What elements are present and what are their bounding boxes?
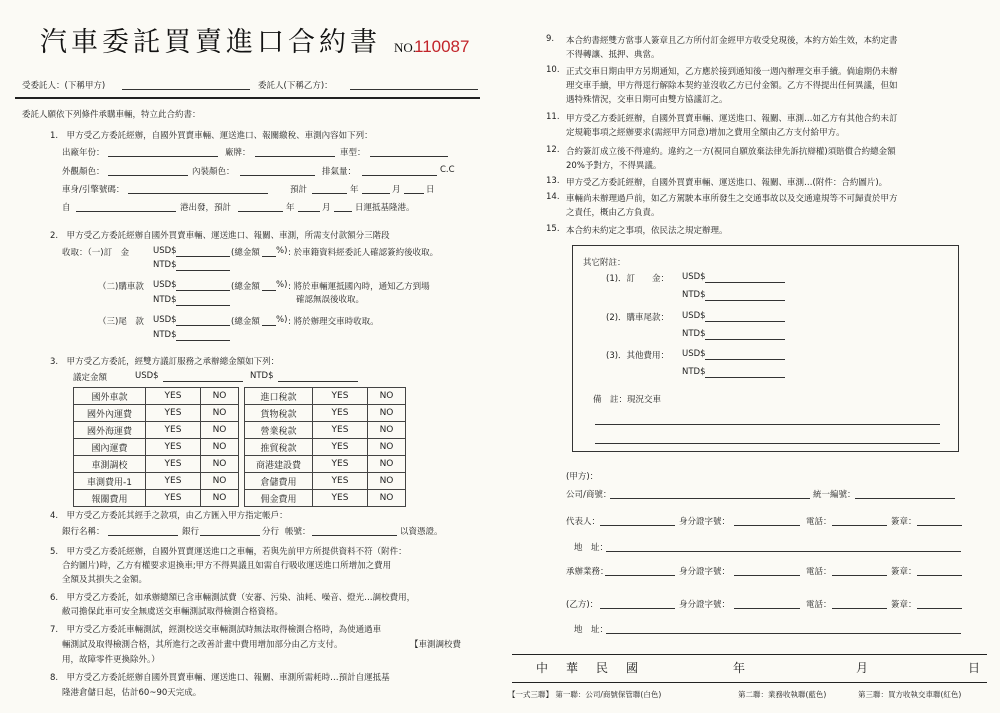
clause-number: 12. bbox=[546, 145, 560, 155]
fee-no-option[interactable]: NO bbox=[368, 388, 406, 405]
company-blank[interactable] bbox=[610, 498, 810, 499]
clause-line: 本合約未約定之事項，依民法之規定辦理。 bbox=[566, 226, 728, 236]
clause-1-text: 1. 甲方受乙方委託經辦，自國外買賣車輛、運送進口、報關繳稅、車測內容如下列： bbox=[50, 131, 373, 141]
purchase-note-1: : 將於車輛運抵國內時，通知乙方到場 bbox=[288, 282, 430, 292]
fee-name: 國外車款 bbox=[74, 388, 146, 405]
fee-name: 國內運費 bbox=[74, 439, 146, 456]
handler-id-label: 身分證字號： bbox=[679, 567, 731, 577]
party-a-sign-label: (甲方)： bbox=[566, 472, 599, 482]
address-a-blank[interactable] bbox=[606, 551, 961, 552]
purchase-usd-label: USD$ bbox=[153, 280, 177, 290]
fee-no-option[interactable]: NO bbox=[201, 456, 239, 473]
rep-sign-label: 簽章： bbox=[891, 517, 917, 527]
field-year-label: 出廠年份： bbox=[62, 148, 105, 158]
purchase-pct-blank[interactable] bbox=[262, 290, 276, 291]
field-est-day: 日 bbox=[426, 185, 435, 195]
party-a-blank[interactable] bbox=[122, 89, 250, 90]
clause-line: 不得轉讓、抵押、典當。 bbox=[566, 50, 660, 60]
fee-name: 國外內運費 bbox=[74, 405, 146, 422]
deposit-pct-label: %) bbox=[276, 246, 288, 256]
fee-no-option[interactable]: NO bbox=[201, 473, 239, 490]
clause-line: 20%予對方，不得異議。 bbox=[566, 161, 662, 171]
fee-no-option[interactable]: NO bbox=[368, 422, 406, 439]
field-est-day-blank[interactable] bbox=[404, 193, 424, 194]
notes-remark: 備 註：現況交車 bbox=[593, 395, 662, 405]
clause-6-line1: 6. 甲方受乙方委託，如承辦總額已含車輛測試費（安審、污染、油耗、噪音、燈光…調校費用， bbox=[50, 593, 416, 603]
serial-number: 110087 bbox=[414, 37, 470, 56]
notes-deposit-usd-blank[interactable] bbox=[705, 282, 785, 283]
document-title: 汽車委託買賣進口合約書 bbox=[40, 27, 381, 58]
clause-3-text: 3. 甲方受乙方委託，經雙方議訂服務之承辦總金額如下列： bbox=[50, 357, 280, 367]
clause-7-line2b: 【車測調校費 bbox=[410, 640, 462, 650]
fee-no-option[interactable]: NO bbox=[201, 405, 239, 422]
clause-5-line1: 5. 甲方受乙方委託經辦，自國外買賣運送進口之車輛，若與先前甲方所提供資料不符（附件： bbox=[50, 547, 407, 557]
field-arrive-day: 日運抵基隆港。 bbox=[355, 203, 415, 213]
address-b-label: 地 址： bbox=[574, 625, 609, 635]
field-int-blank[interactable] bbox=[240, 175, 315, 176]
clause-8-line2: 隆港倉儲日起，估計60~90天完成。 bbox=[62, 688, 202, 698]
field-est-label: 預計 bbox=[290, 185, 308, 195]
header-divider bbox=[15, 97, 480, 99]
final-ntd-label: NTD$ bbox=[153, 330, 177, 340]
fee-row bbox=[74, 439, 406, 456]
final-usd-blank[interactable] bbox=[176, 325, 230, 326]
field-brand-blank[interactable] bbox=[255, 156, 335, 157]
final-ntd-blank[interactable] bbox=[176, 340, 230, 341]
field-brand-label: 廠牌： bbox=[225, 148, 251, 158]
fee-name: 車測調校 bbox=[74, 456, 146, 473]
party-b-phone-blank[interactable] bbox=[832, 608, 887, 609]
fee-no-option[interactable]: NO bbox=[201, 422, 239, 439]
deposit-note: : 於車籍資料經委託人確認簽約後收取。 bbox=[288, 248, 439, 258]
field-arrive-month: 月 bbox=[322, 203, 331, 213]
notes-balance-label: (2)．購車尾款： bbox=[606, 313, 670, 323]
copies-note-c: 第三聯：買方收執交車聯(紅色) bbox=[858, 690, 962, 699]
fee-yes-option[interactable]: YES bbox=[146, 456, 201, 473]
field-cc-unit: C.C bbox=[440, 165, 455, 175]
final-pct-blank[interactable] bbox=[262, 325, 276, 326]
fee-no-option[interactable]: NO bbox=[201, 490, 239, 507]
fee-name: 報關費用 bbox=[74, 490, 146, 507]
purchase-pct-label: %) bbox=[276, 280, 288, 290]
field-arrive-year-blank[interactable] bbox=[238, 211, 283, 212]
date-year-label: 年 bbox=[733, 661, 746, 675]
fee-row bbox=[74, 490, 406, 507]
fee-name: 進口稅款 bbox=[245, 388, 313, 405]
rep-id-label: 身分證字號： bbox=[679, 517, 731, 527]
final-note: : 將於辦理交車時收取。 bbox=[288, 317, 379, 327]
deposit-total-label: (總金額 bbox=[231, 248, 260, 258]
fee-name: 佣金費用 bbox=[245, 490, 313, 507]
bank-name-label: 銀行名稱： bbox=[62, 527, 105, 537]
clause-2-deposit-label: 收取：（一)訂 金 bbox=[62, 248, 130, 258]
field-int-label: 內裝顏色： bbox=[192, 167, 235, 177]
party-a-label: 受委託人：(下稱甲方) bbox=[22, 81, 106, 91]
fee-no-option[interactable]: NO bbox=[368, 456, 406, 473]
party-b-phone-label: 電話： bbox=[806, 600, 832, 610]
fee-name: 營業稅款 bbox=[245, 422, 313, 439]
copies-note-b: 第二聯：業務收執聯(藍色) bbox=[738, 690, 827, 699]
notes-deposit-ntd-blank[interactable] bbox=[705, 300, 785, 301]
fee-yes-option[interactable]: YES bbox=[313, 422, 368, 439]
field-cc-blank[interactable] bbox=[362, 175, 437, 176]
field-ext-blank[interactable] bbox=[108, 175, 188, 176]
fee-row bbox=[74, 456, 406, 473]
fee-yes-option[interactable]: YES bbox=[146, 473, 201, 490]
final-label: （三)尾 款 bbox=[98, 317, 144, 327]
clause-line: 理交車手續，甲方得逕行解除本契約並沒收乙方已付金額。乙方不得提出任何異議，但如 bbox=[566, 81, 898, 91]
clause-line: 甲方受乙方委託經辦，自國外買賣車輛、運送進口、報關、車測…如乙方有其他合約未訂 bbox=[566, 114, 898, 124]
field-vin-label: 車身/引擎號碼： bbox=[62, 185, 125, 195]
agreed-amount-label: 議定金額 bbox=[73, 373, 108, 383]
fee-no-option[interactable]: NO bbox=[368, 490, 406, 507]
fee-yes-option[interactable]: YES bbox=[146, 388, 201, 405]
company-label: 公司/商號： bbox=[566, 490, 612, 500]
field-vin-blank[interactable] bbox=[128, 193, 268, 194]
field-arrive-day-blank[interactable] bbox=[334, 211, 352, 212]
purchase-label: （二)購車款 bbox=[98, 282, 144, 292]
notes-balance-ntd-blank[interactable] bbox=[705, 339, 785, 340]
handler-phone-blank[interactable] bbox=[832, 575, 887, 576]
fee-yes-option[interactable]: YES bbox=[313, 473, 368, 490]
field-model-label: 車型： bbox=[340, 148, 366, 158]
notes-other-ntd-blank[interactable] bbox=[705, 377, 785, 378]
handler-blank[interactable] bbox=[605, 575, 675, 576]
fee-row bbox=[74, 405, 406, 422]
handler-sign-blank[interactable] bbox=[917, 575, 962, 576]
fee-name: 推貿稅款 bbox=[245, 439, 313, 456]
clause-line: 正式交車日期由甲方另期通知，乙方應於接到通知後一週內辦理交車手續。倘逾期仍未辦 bbox=[566, 67, 898, 77]
party-b-sign-blank[interactable] bbox=[917, 608, 962, 609]
party-b-id-blank[interactable] bbox=[734, 608, 800, 609]
notes-title: 其它附註： bbox=[583, 258, 626, 268]
field-from-label: 自 bbox=[62, 203, 71, 213]
address-b-blank[interactable] bbox=[606, 633, 961, 634]
handler-label: 承辦業務： bbox=[566, 567, 609, 577]
notes-balance-ntd: NTD$ bbox=[682, 329, 706, 339]
fee-yes-option[interactable]: YES bbox=[313, 456, 368, 473]
footer-rule bbox=[512, 654, 987, 655]
field-arrive-year: 年 bbox=[286, 203, 295, 213]
clause-line: 定規範事項之經辦要求(需經甲方同意)增加之費用全額由乙方支付給甲方。 bbox=[566, 128, 845, 138]
rep-sign-blank[interactable] bbox=[917, 525, 962, 526]
clause-number: 9. bbox=[546, 34, 555, 44]
deposit-usd-blank[interactable] bbox=[176, 256, 230, 257]
clause-line: 遇特殊情況，交車日期可由雙方協議訂之。 bbox=[566, 95, 728, 105]
notes-other-ntd: NTD$ bbox=[682, 367, 706, 377]
branch-label: 分行 bbox=[262, 527, 280, 537]
field-year-blank[interactable] bbox=[108, 156, 218, 157]
notes-other-usd-blank[interactable] bbox=[705, 359, 785, 360]
handler-phone-label: 電話： bbox=[806, 567, 832, 577]
agreed-ntd-label: NTD$ bbox=[250, 371, 274, 381]
bank-suffix: 銀行 bbox=[182, 527, 200, 537]
final-pct-label: %) bbox=[276, 315, 288, 325]
fee-yes-option[interactable]: YES bbox=[146, 422, 201, 439]
clause-line: 車輛尚未辦理過戶前，如乙方駕駛本車所發生之交通事故以及交通違規等不可歸責於甲方 bbox=[566, 194, 898, 204]
clause-number: 14. bbox=[546, 192, 560, 202]
field-est-month: 月 bbox=[392, 185, 401, 195]
handler-sign-label: 簽章： bbox=[891, 567, 917, 577]
rep-blank[interactable] bbox=[600, 525, 675, 526]
rep-label: 代表人： bbox=[566, 517, 601, 527]
deposit-ntd-blank[interactable] bbox=[176, 270, 230, 271]
fee-name: 倉儲費用 bbox=[245, 473, 313, 490]
party-b-sign-label: (乙方)： bbox=[566, 600, 599, 610]
roc-label: 中 華 民 國 bbox=[536, 661, 642, 675]
clause-4-text: 4. 甲方受乙方委託其經手之款項，由乙方匯入甲方指定帳戶： bbox=[50, 511, 288, 521]
clause-5-line2: 合約圖片)時，乙方有權要求退換車;甲方不得異議且如需自行吸收運送進口所增加之費用 bbox=[62, 561, 392, 571]
fee-no-option[interactable]: NO bbox=[368, 473, 406, 490]
field-arrive-month-blank[interactable] bbox=[298, 211, 320, 212]
fee-no-option[interactable]: NO bbox=[368, 439, 406, 456]
notes-other-label: (3)．其他費用： bbox=[606, 351, 670, 361]
notes-balance-usd: USD$ bbox=[682, 311, 706, 321]
field-est-year-blank[interactable] bbox=[312, 193, 347, 194]
tax-id-blank[interactable] bbox=[855, 498, 955, 499]
clause-7-line1: 7. 甲方受乙方委託車輛測試，經測校送交車輛測試時無法取得檢測合格時，為使通過車 bbox=[50, 625, 382, 635]
final-total-label: (總金額 bbox=[231, 317, 260, 327]
clause-number: 13. bbox=[546, 176, 560, 186]
date-month-label: 月 bbox=[856, 661, 869, 675]
fee-no-option[interactable]: NO bbox=[368, 405, 406, 422]
clause-number: 11. bbox=[546, 112, 560, 122]
fee-no-option[interactable]: NO bbox=[201, 439, 239, 456]
purchase-ntd-label: NTD$ bbox=[153, 295, 177, 305]
fee-yes-option[interactable]: YES bbox=[313, 490, 368, 507]
fee-yes-option[interactable]: YES bbox=[313, 405, 368, 422]
clause-line: 之責任，概由乙方負責。 bbox=[566, 208, 660, 218]
notes-deposit-label: (1)．訂 金： bbox=[606, 274, 670, 284]
clause-7-line2: 輛測試及取得檢測合格，其所進行之改善計畫中費用增加部分由乙方支付。 bbox=[62, 640, 343, 650]
clause-7-line3: 用，故障零件更換除外。） bbox=[62, 655, 160, 665]
address-a-label: 地 址： bbox=[574, 543, 609, 553]
field-port-blank[interactable] bbox=[76, 211, 176, 212]
field-port-label: 港出發，預計 bbox=[180, 203, 232, 213]
party-b-sign-label2: 簽章： bbox=[891, 600, 917, 610]
fee-row bbox=[74, 422, 406, 439]
account-proof: 以資憑證。 bbox=[400, 527, 443, 537]
purchase-ntd-blank[interactable] bbox=[176, 305, 230, 306]
bank-name-blank[interactable] bbox=[108, 535, 178, 536]
handler-id-blank[interactable] bbox=[734, 575, 800, 576]
notes-remark-line-1[interactable] bbox=[595, 424, 940, 425]
final-usd-label: USD$ bbox=[153, 315, 177, 325]
notes-balance-usd-blank[interactable] bbox=[705, 321, 785, 322]
notes-other-usd: USD$ bbox=[682, 349, 706, 359]
clause-5-line3: 全額及其損失之金額。 bbox=[62, 575, 148, 585]
clause-line: 甲方受乙方委託經辦，自國外買賣車輛、運送進口、報關、車測…(附件：合約圖片)。 bbox=[566, 178, 888, 188]
tax-id-label: 統一編號： bbox=[813, 490, 856, 500]
clause-number: 10. bbox=[546, 65, 560, 75]
rep-phone-label: 電話： bbox=[806, 517, 832, 527]
fee-name: 車測費用-1 bbox=[74, 473, 146, 490]
agreed-usd-blank[interactable] bbox=[163, 381, 243, 382]
fee-yes-option[interactable]: YES bbox=[146, 439, 201, 456]
fee-yes-option[interactable]: YES bbox=[313, 439, 368, 456]
account-blank[interactable] bbox=[312, 535, 397, 536]
intro-text: 委託人願依下列條件承購車輛，特立此合約書： bbox=[22, 110, 201, 120]
deposit-usd-label: USD$ bbox=[153, 246, 177, 256]
field-est-year: 年 bbox=[350, 185, 359, 195]
purchase-note-2: 確認無誤後收取。 bbox=[296, 295, 365, 305]
field-est-month-blank[interactable] bbox=[362, 193, 390, 194]
branch-blank[interactable] bbox=[200, 535, 260, 536]
field-ext-label: 外觀顏色： bbox=[62, 167, 105, 177]
fee-name: 商港建設費 bbox=[245, 456, 313, 473]
fee-no-option[interactable]: NO bbox=[201, 388, 239, 405]
notes-deposit-ntd: NTD$ bbox=[682, 290, 706, 300]
party-b-label: 委託人(下稱乙方)： bbox=[258, 81, 333, 91]
notes-deposit-usd: USD$ bbox=[682, 272, 706, 282]
fee-yes-option[interactable]: YES bbox=[146, 490, 201, 507]
clause-8-line1: 8. 甲方受乙方委託經辦自國外買賣車輛、運送進口、報關、車測所需耗時…預計自運抵基 bbox=[50, 673, 390, 683]
fee-yes-option[interactable]: YES bbox=[146, 405, 201, 422]
clause-line: 本合約書經雙方當事人簽章且乙方所付訂金經甲方收受兌現後，本約方始生效，本約定書 bbox=[566, 36, 898, 46]
clause-6-line2: 敝司擔保此車可安全無虞送交車輛測試取得檢測合格資格。 bbox=[62, 607, 284, 617]
fee-row bbox=[74, 473, 406, 490]
field-cc-label: 排氣量： bbox=[322, 167, 357, 177]
party-b-id-label: 身分證字號： bbox=[679, 600, 731, 610]
clause-line: 合約簽訂成立後不得違約。違約之一方(視同自願放棄法律先訴抗辯權)須賠償合約總金額 bbox=[566, 147, 896, 157]
purchase-usd-blank[interactable] bbox=[176, 290, 230, 291]
rep-phone-blank[interactable] bbox=[832, 525, 887, 526]
notes-remark-line-2[interactable] bbox=[595, 443, 940, 444]
footer-rule-2 bbox=[512, 682, 987, 683]
fee-name: 國外海運費 bbox=[74, 422, 146, 439]
fee-table bbox=[73, 387, 406, 507]
fee-row bbox=[74, 388, 406, 405]
copies-note-a: 【一式三聯】 第一聯：公司/商號保管聯(白色) bbox=[508, 690, 662, 699]
fee-name: 貨物稅款 bbox=[245, 405, 313, 422]
clause-2-line1: 2. 甲方受乙方委託經辦自國外買賣車輛、運送進口、報關、車測，所需支付款額分三階段 bbox=[50, 231, 390, 241]
account-label: 帳號： bbox=[285, 527, 311, 537]
serial-label: NO. bbox=[394, 40, 417, 55]
field-model-blank[interactable] bbox=[370, 156, 448, 157]
purchase-total-label: (總金額 bbox=[231, 282, 260, 292]
deposit-ntd-label: NTD$ bbox=[153, 260, 177, 270]
fee-yes-option[interactable]: YES bbox=[313, 388, 368, 405]
rep-id-blank[interactable] bbox=[734, 525, 800, 526]
clause-number: 15. bbox=[546, 224, 560, 234]
party-b-blank[interactable] bbox=[350, 89, 478, 90]
agreed-usd-label: USD$ bbox=[135, 371, 159, 381]
party-b-blank-sign[interactable] bbox=[600, 608, 675, 609]
agreed-ntd-blank[interactable] bbox=[278, 381, 358, 382]
date-day-label: 日 bbox=[968, 661, 981, 675]
deposit-pct-blank[interactable] bbox=[262, 256, 276, 257]
